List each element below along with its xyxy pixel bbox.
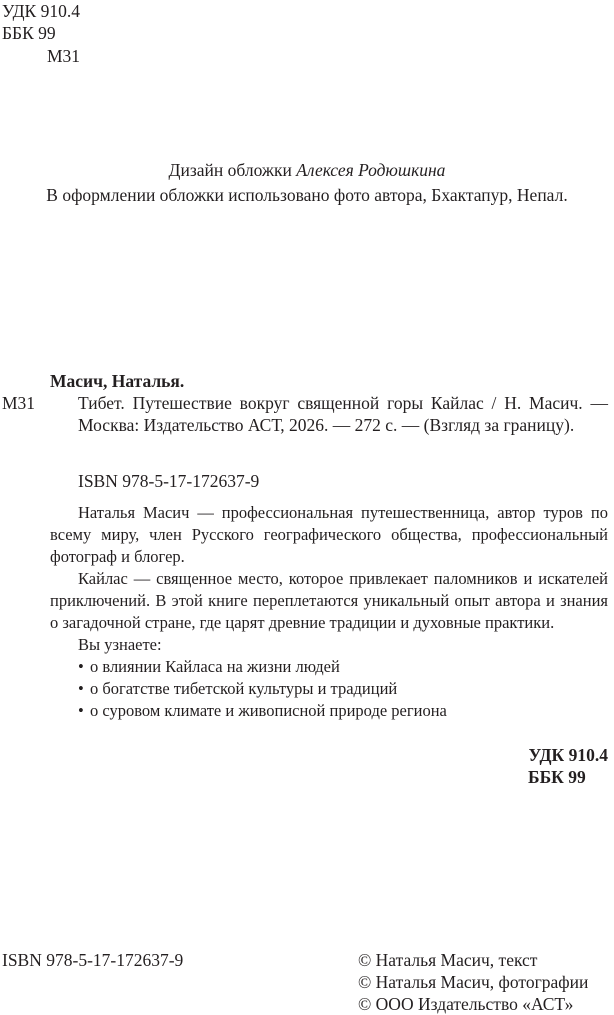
design-credit-name: Алексея Родюшкина xyxy=(296,160,446,180)
bullet-icon: • xyxy=(78,679,84,698)
list-item-text: о богатстве тибетской культуры и традиций xyxy=(90,679,398,698)
list-item xyxy=(78,656,608,678)
annotation-paragraph: Наталья Масич — профессиональная путешественница, автор туров по всему миру, член Русского географического общества, профессиональный фотограф и блогер. xyxy=(50,503,608,566)
udk-code-top: УДК 910.4 xyxy=(2,1,80,21)
record-isbn: ISBN 978-5-17-172637-9 xyxy=(78,471,260,491)
cover-design-credit xyxy=(0,159,614,181)
list-item-text: о влиянии Кайласа на жизни людей xyxy=(90,657,340,676)
copyright-line: © Наталья Масич, фотографии xyxy=(358,972,589,992)
cover-photo-note: В оформлении обложки использовано фото автора, Бхактапур, Непал. xyxy=(46,185,568,205)
footer-isbn: ISBN 978-5-17-172637-9 xyxy=(2,950,184,970)
annotation-learn-heading: Вы узнаете: xyxy=(78,635,162,654)
annotation-bullet-list xyxy=(50,656,608,722)
record-description: Тибет. Путешествие вокруг священной горы Кайлас / Н. Масич. — Москва: Издательство АСТ, 2026. — 272 с. — (Взгляд за границу). xyxy=(78,393,608,435)
copyright-line: © Наталья Масич, текст xyxy=(358,950,538,970)
list-item-text: о суровом климате и живописной природе региона xyxy=(90,701,447,720)
author-mark-top: М31 xyxy=(47,46,81,66)
list-item xyxy=(78,700,608,722)
copyright-block xyxy=(358,949,588,1015)
annotation xyxy=(50,502,608,722)
list-item xyxy=(78,678,608,700)
record-author: Масич, Наталья. xyxy=(50,371,185,391)
design-credit-prefix: Дизайн обложки xyxy=(168,160,292,180)
record-author-mark: М31 xyxy=(2,393,36,413)
annotation-paragraph: Кайлас — священное место, которое привлекает паломников и искателей приключений. В этой книге переплетаются уникальный опыт автора и знания о загадочной стране, где царят древние традиции и духовные практики. xyxy=(50,569,608,632)
bbk-code-top: ББК 99 xyxy=(2,23,56,43)
udk-code-right: УДК 910.4 xyxy=(528,745,608,765)
bullet-icon: • xyxy=(78,701,84,720)
bullet-icon: • xyxy=(78,657,84,676)
copyright-line: © ООО Издательство «АСТ» xyxy=(358,994,574,1014)
bbk-code-right: ББК 99 xyxy=(528,767,586,787)
